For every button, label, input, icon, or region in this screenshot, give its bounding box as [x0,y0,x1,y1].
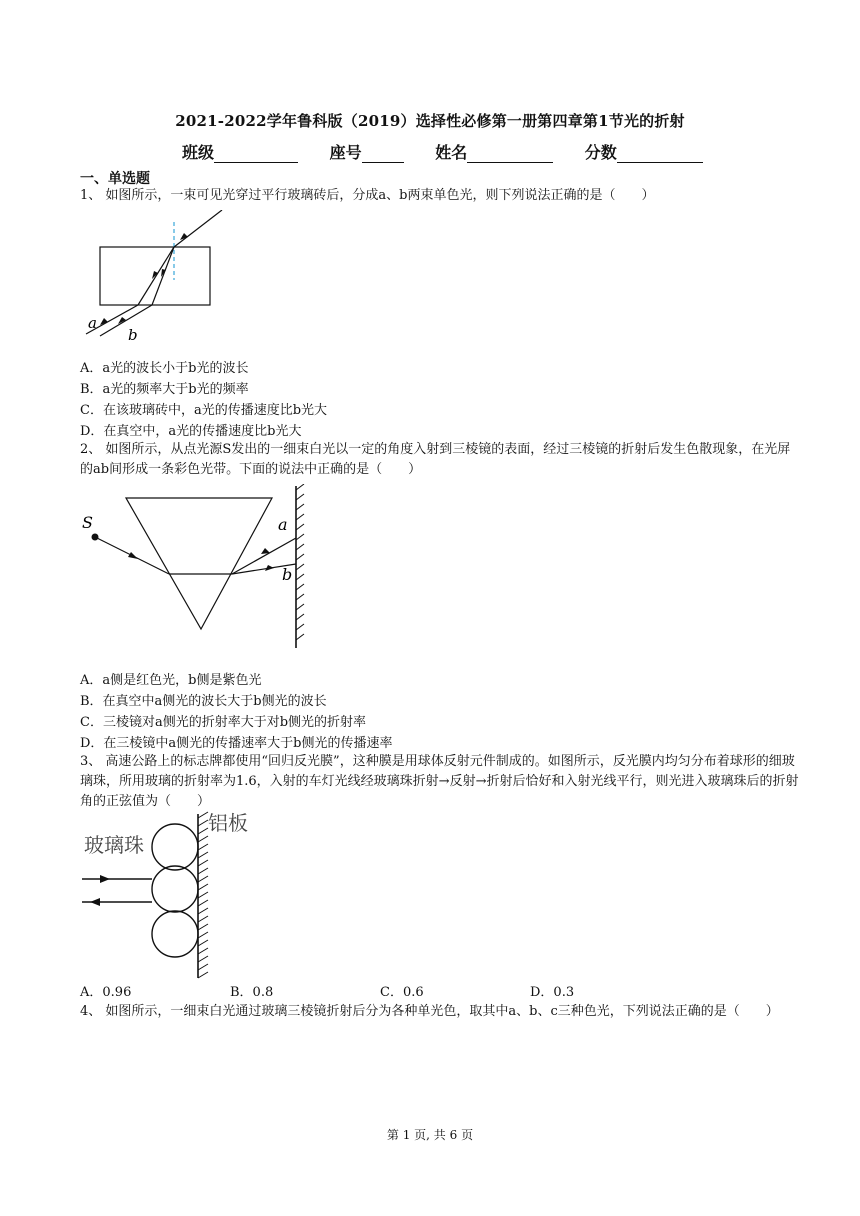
q3-option-b: B．0.8 [230,985,274,1000]
question-1-stem: 1、 如图所示，一束可见光穿过平行玻璃砖后，分成a、b两束单色光，则下列说法正确的是（ ） [80,188,655,203]
label-a: a [278,515,288,534]
label-a: a [88,314,97,332]
incident-arrow-icon [100,875,110,883]
q1-option-a: A．a光的波长小于b光的波长 [80,361,249,376]
seat-field [330,140,404,163]
screen-hatching [296,484,304,640]
section-heading: 一、单选题 [80,171,150,187]
question-1-figure [80,210,240,345]
q1-option-c: C．在该玻璃砖中，a光的传播速度比b光大 [80,403,328,418]
class-field [182,140,298,163]
returned-arrow-icon [90,898,100,906]
score-blank [617,146,703,163]
q1-option-d: D．在真空中，a光的传播速度比b光大 [80,424,302,439]
incident-arrow-icon [128,552,138,559]
label-b: b [282,565,293,584]
glass-bead-bottom [152,911,198,957]
arrow-b-icon [265,565,274,571]
label-s: S [82,513,93,532]
question-3-stem: 3、 高速公路上的标志牌都使用“回归反光膜”，这种膜是用球体反射元件制成的。如图所示，反光膜内均匀分布着球形的细玻璃珠，所用玻璃的折射率为1.6，入射的车灯光线经玻璃珠折射→反射→折射后恰好和入射光线平行，则光进入玻璃珠后的折射角的正弦值为（ ） [80,754,799,809]
glass-bead-middle [152,866,198,912]
question-2-figure [80,484,320,652]
class-label: 班级 [182,143,215,162]
exit-ray-b [100,305,152,336]
seat-label: 座号 [329,143,362,162]
q2-option-b: B．在真空中a侧光的波长大于b侧光的波长 [80,694,327,709]
question-2-stem: 2、 如图所示，从点光源S发出的一细束白光以一定的角度入射到三棱镜的表面，经过三棱镜的折射后发生色散现象，在光屏的ab间形成一条彩色光带。下面的说法中正确的是（ ） [80,442,791,477]
q2-option-d: D．在三棱镜中a侧光的传播速率大于b侧光的传播速率 [80,736,393,751]
refracted-ray-a [138,247,174,305]
q3-option-a: A．0.96 [80,985,132,1000]
incident-ray [174,210,222,247]
name-blank [467,146,553,163]
label-b: b [128,326,138,344]
score-label: 分数 [584,143,617,162]
q1-option-b: B．a光的频率大于b光的频率 [80,382,249,397]
name-label: 姓名 [435,143,468,162]
page-title: 2021-2022学年鲁科版（2019）选择性必修第一册第四章第1节光的折射 [175,112,685,130]
label-aluminum-plate: 铝板 [208,811,248,835]
q2-option-a: A．a侧是红色光，b侧是紫色光 [80,673,262,688]
seat-blank [362,146,404,163]
plate-hatching [198,812,208,978]
q3-option-d: D．0.3 [530,985,575,1000]
label-glass-bead: 玻璃珠 [84,833,144,857]
question-3-figure [80,810,280,980]
page-footer: 第 1 页, 共 6 页 [386,1128,474,1142]
q3-option-c: C．0.6 [380,985,424,1000]
student-info-line [182,140,729,163]
q2-option-c: C．三棱镜对a侧光的折射率大于对b侧光的折射率 [80,715,367,730]
question-4-stem: 4、 如图所示，一细束白光通过玻璃三棱镜折射后分为各种单光色，取其中a、b、c三种色光，下列说法正确的是（ ） [80,1004,779,1019]
glass-bead-top [152,824,198,870]
name-field [435,140,553,163]
score-field [585,140,703,163]
class-blank [214,146,298,163]
arrow-a-icon [261,548,270,554]
